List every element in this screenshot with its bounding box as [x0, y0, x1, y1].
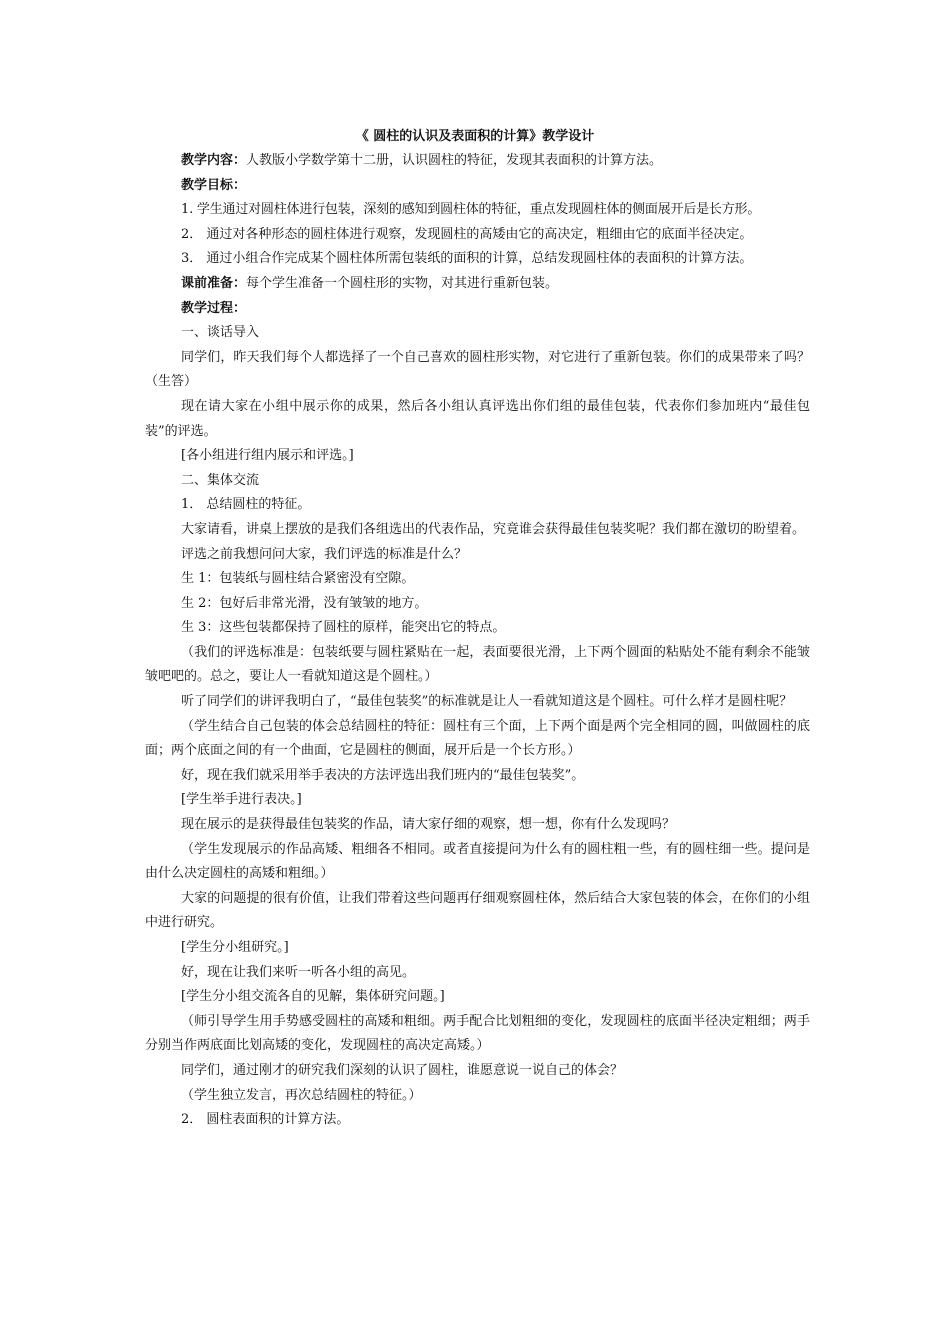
paragraph: [各小组进行组内展示和评选。] [181, 448, 354, 464]
preparation-label: 课前准备： [181, 275, 247, 291]
teaching-content-label: 教学内容： [181, 153, 247, 168]
paragraph: （我们的评选标准是：包装纸要与圆柱紧贴在一起，表面要很光滑，上下两个圆面的粘贴处不能有剩余不能皱皱吧吧的。总之，要让人一看就知道这是个圆柱。） [145, 644, 810, 685]
paragraph: 同学们，通过刚才的研究我们深刻的认识了圆柱，谁愿意说一说自己的体会？ [181, 1062, 624, 1078]
paragraph: 生 3：这些包装都保持了圆柱的原样，能突出它的特点。 [181, 620, 506, 636]
paragraph: 同学们，昨天我们每个人都选择了一个自己喜欢的圆柱形实物，对它进行了重新包装。你们的成果带来了吗？（生答） [145, 349, 810, 390]
subsection-heading: 1． 总结圆柱的特征。 [181, 497, 311, 513]
section-heading: 一、谈话导入 [181, 325, 260, 341]
teaching-content-text: 人教版小学数学第十二册，认识圆柱的特征，发现其表面积的计算方法。 [246, 153, 663, 168]
paragraph: 听了同学们的讲评我明白了，“最佳包装奖”的标准就是让人一看就知道这是个圆柱。可什么样才是圆柱呢？ [181, 694, 793, 710]
teaching-content [145, 149, 810, 174]
paragraph: 生 2：包好后非常光滑，没有皱皱的地方。 [181, 595, 428, 611]
subsection-heading: 2． 圆柱表面积的计算方法。 [181, 1112, 350, 1128]
teaching-process-label: 教学过程： [181, 300, 247, 316]
paragraph: [学生举手进行表决。] [181, 792, 302, 808]
paragraph: （学生结合自己包装的体会总结圆柱的特征：圆柱有三个面，上下两个面是两个完全相同的圆，叫做圆柱的底面；两个底面之间的有一个曲面，它是圆柱的侧面，展开后是一个长方形。） [145, 718, 810, 759]
paragraph: 好，现在我们就采用举手表决的方法评选出我们班内的“最佳包装奖”。 [181, 767, 585, 783]
paragraph: 现在请大家在小组中展示你的成果，然后各小组认真评选出你们组的最佳包装，代表你们参加班内“最佳包装”的评选。 [145, 398, 810, 439]
paragraph: （学生发现展示的作品高矮、粗细各不相同。或者直接提问为什么有的圆柱粗一些，有的圆柱细一些。提问是由什么决定圆柱的高矮和粗细。） [145, 841, 810, 882]
document-title: 《 圆柱的认识及表面积的计算》教学设计 [355, 129, 595, 144]
document-body [145, 149, 810, 1133]
paragraph: 好，现在让我们来听一听各小组的高见。 [181, 964, 416, 980]
objective-item: 1. 学生通过对圆柱体进行包装，深刻的感知到圆柱体的特征，重点发现圆柱体的侧面展开后是长方形。 [181, 202, 761, 218]
paragraph: 评选之前我想问问大家，我们评选的标准是什么？ [181, 546, 468, 562]
objective-item: 3． 通过小组合作完成某个圆柱体所需包装纸的面积的计算，总结发现圆柱体的表面积的计算方法。 [181, 251, 753, 267]
teaching-objectives-label: 教学目标： [181, 177, 247, 193]
preparation-text: 每个学生准备一个圆柱形的实物，对其进行重新包装。 [246, 275, 559, 291]
paragraph: （学生独立发言，再次总结圆柱的特征。） [181, 1087, 422, 1103]
objective-item: 2． 通过对各种形态的圆柱体进行观察，发现圆柱的高矮由它的高决定，粗细由它的底面半径决定。 [181, 226, 753, 242]
paragraph: [学生分小组交流各自的见解，集体研究问题。] [181, 989, 445, 1005]
preparation [145, 272, 810, 297]
paragraph: 大家请看，讲桌上摆放的是我们各组选出的代表作品，究竟谁会获得最佳包装奖呢？我们都在激切的盼望着。 [181, 521, 806, 537]
paragraph: [学生分小组研究。] [181, 940, 289, 955]
paragraph: 现在展示的是获得最佳包装奖的作品，请大家仔细的观察，想一想，你有什么发现吗？ [181, 817, 676, 833]
section-heading: 二、集体交流 [181, 472, 260, 488]
paragraph: （师引导学生用手势感受圆柱的高矮和粗细。两手配合比划粗细的变化，发现圆柱的底面半径决定粗细；两手分别当作两底面比划高矮的变化，发现圆柱的高决定高矮。） [145, 1013, 810, 1054]
paragraph: 大家的问题提的很有价值，让我们带着这些问题再仔细观察圆柱体，然后结合大家包装的体会，在你们的小组中进行研究。 [145, 890, 810, 931]
paragraph: 生 1：包装纸与圆柱结合紧密没有空隙。 [181, 571, 415, 587]
